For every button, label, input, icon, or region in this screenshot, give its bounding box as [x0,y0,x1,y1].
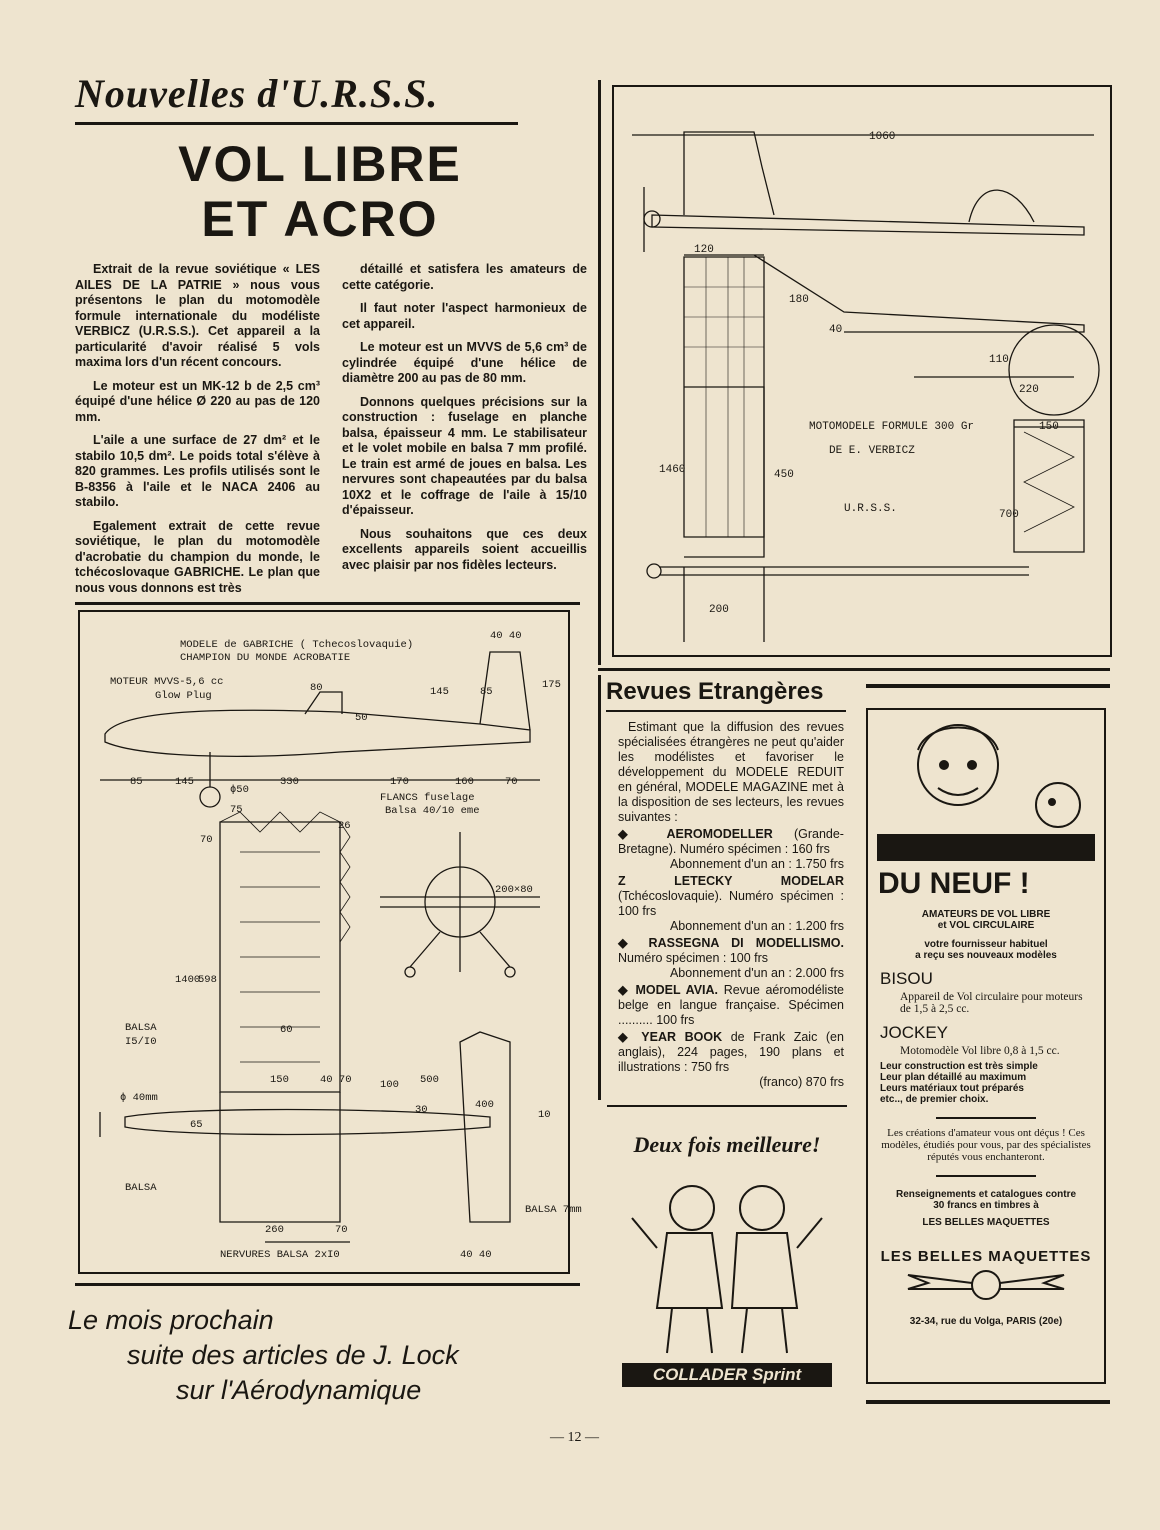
plan-gabriche [78,610,582,1274]
plan-rule-bottom [75,1283,580,1286]
product-2-line-4: etc.., de premier choix. [880,1094,989,1105]
verbicz-drawing [614,87,1110,655]
ad-rule-bottom [866,1400,1110,1404]
gabriche-title-1: MODELE de GABRICHE ( Tchecoslovaquie) [180,639,414,651]
stab-plan [1014,420,1084,552]
wings-logo-icon [868,1265,1104,1305]
dim-50: 50 [355,712,368,724]
ad-address: 32-34, rue du Volga, PARIS (20e) [909,1316,1063,1327]
dim-400: 400 [475,1099,494,1111]
product-2-line-1: Leur construction est très simple [880,1061,1038,1072]
article-column-2 [342,262,587,581]
motor-label-1: MOTEUR MVVS-5,6 cc [110,676,224,688]
cabin-side [969,190,1034,222]
ad-info-1: Renseignements et catalogues contre [895,1189,1077,1200]
flancs-label-2: Balsa 40/10 eme [385,805,480,817]
plan-rule-top [75,602,580,605]
dim-phi40: ϕ 40mm [120,1092,158,1104]
revue-desc: Revue aéromodéliste belge en langue française. Spécimen .......... 100 frs [618,983,844,1027]
gabriche-title-2: CHAMPION DU MONDE ACROBATIE [180,652,351,664]
gabriche-drawing [80,612,582,1272]
revue-bullet: ◆ [618,936,637,950]
dim-175: 175 [542,679,561,691]
fuselage-side [105,710,530,756]
dim-span: 1060 [869,131,896,143]
dim-100: 100 [380,1079,399,1091]
dim-70: 70 [505,776,518,788]
revue-desc: (Grande-Bretagne). Numéro spécimen : 160 frs [618,827,844,856]
article-paragraph: Le moteur est un MVVS de 5,6 cm³ de cylindrée équipé d'une hélice de diamètre 200 au pas de 80 mm. [342,340,587,385]
revue-desc: Numéro spécimen : 100 frs [618,951,769,965]
dim-70b: 70 [200,834,213,846]
revue-item [618,1030,844,1075]
tail-plan [684,257,764,537]
balsa-7mm-label: BALSA 7mm [525,1204,582,1216]
dim-598: 598 [198,974,217,986]
revues-title-rule [606,710,846,712]
balsa-bottom-label: BALSA [125,1182,157,1194]
revue-item [618,874,844,919]
dim-phi50: ϕ50 [230,784,249,796]
fuselage-side [652,215,1084,235]
revues-body [618,720,844,1090]
dim-500: 500 [420,1074,439,1086]
dim-180: 180 [789,294,809,306]
dim-4070: 40 70 [320,1074,352,1086]
ad-sub-4: a reçu ses nouveaux modèles [915,950,1057,961]
ad-sub-2: et VOL CIRCULAIRE [937,920,1035,931]
revue-bullet: ◆ [618,1030,633,1044]
collader-ad [612,1120,842,1410]
article-paragraph: Nous souhaitons que ces deux excellents appareils soient accueillis avec plaisir par nos fidèles lecteurs. [342,526,587,572]
article-paragraph: L'aile a une surface de 27 dm² et le stabilo 10,5 dm². Le poids total s'élève à 820 grammes. Les profils utilisés sont le B-8356 à l'aile et le NACA 2406 au stabilo. [75,433,320,509]
revue-bullet: Z [618,874,626,888]
dim-110: 110 [989,354,1009,366]
next-month-line-3: sur l'Aérodynamique [176,1375,422,1405]
dim-4040: 40 40 [490,630,522,642]
revues-rule-top [598,668,1110,671]
ad-rule-top [866,684,1110,688]
dim-150: 150 [270,1074,289,1086]
dim-330: 330 [280,776,299,788]
dim-4040b: 40 40 [460,1249,492,1261]
product-1-name: BISOU [880,969,933,988]
dim-65: 65 [190,1119,203,1131]
fin-side [684,132,774,215]
collader-rule [607,1105,847,1107]
plan-verbicz [612,85,1112,657]
fuselage-plan [125,1110,490,1135]
dim-1400: 1400 [175,974,201,986]
dim-75: 75 [230,804,243,816]
dim-170: 170 [390,776,409,788]
ad-info-2: 30 francs en timbres à [933,1200,1039,1211]
dim-80: 80 [310,682,323,694]
article-paragraph: détaillé et satisfera les amateurs de cette catégorie. [342,262,587,292]
revue-name: MODEL AVIA. [635,983,719,997]
dim-10: 10 [538,1109,551,1121]
collader-slogan: Deux fois meilleure! [633,1132,821,1157]
revue-bullet: ◆ [618,983,630,997]
dim-30: 30 [415,1104,428,1116]
dim-200: 200 [709,604,729,616]
product-2-line-3: Leurs matériaux tout préparés [880,1083,1024,1094]
revue-desc: de Frank Zaic (en anglais), 224 pages, 190 plans et illustrations : 750 frs [618,1030,844,1074]
collader-illustration [612,1158,842,1358]
headline-line-1: VOL LIBRE [178,136,462,192]
dim-1460: 1460 [659,464,686,476]
ad-sub-1: AMATEURS DE VOL LIBRE [921,909,1051,920]
ad-divider [936,1175,1036,1177]
next-month-line-2: suite des articles de J. Lock [127,1340,459,1370]
dim-700: 700 [999,509,1019,521]
dim-145b: 145 [175,776,194,788]
revue-bullet: ◆ [618,827,646,841]
ad-info-3: LES BELLES MAQUETTES [922,1217,1050,1228]
revue-subscription: Abonnement d'un an : 1.200 frs [669,919,844,933]
section-title: Nouvelles d'U.R.S.S. [75,71,439,116]
product-1-desc: Appareil de Vol circulaire pour moteurs de 1,5 à 2,5 cc. [900,991,1083,1015]
flancs-label-1: FLANCS fuselage [380,792,475,804]
motor-label-2: Glow Plug [155,690,212,702]
balsa-1510-label: I5/I0 [125,1036,157,1048]
article-paragraph: Il faut noter l'aspect harmonieux de cet appareil. [342,301,587,331]
dim-26: 26 [338,820,351,832]
article-paragraph: Extrait de la revue soviétique « LES AILES DE LA PATRIE » nous vous présentons le plan du motomodèle formule internationale du modéliste VERBICZ (U.R.S.S.). Cet appareil a la particularité d'avoir réalisé 5 vols maxima lors d'un récent concours. [75,262,320,369]
revue-desc: (Tchécoslovaquie). Numéro spécimen : 100 frs [618,889,844,918]
dim-220: 220 [1019,384,1039,396]
revue-subscription: (franco) 870 frs [759,1075,844,1089]
revues-title: Revues Etrangères [606,678,824,705]
dim-40: 40 [829,324,843,336]
dim-150: 150 [1039,421,1059,433]
revues-list [618,827,844,1090]
headline-line-2: ET ACRO [201,191,439,247]
column-divider [598,80,601,665]
revues-intro: Estimant que la diffusion des revues spécialisées étrangères ne peut qu'aider les modélistes et favoriser le développement du MODELE REDUIT en général, MODELE MAGAZINE met à la disposition de ses lecteurs, les revues suivantes : [618,720,844,824]
revue-item [618,827,844,857]
product-2-desc: Motomodèle Vol libre 0,8 à 1,5 cc. [900,1045,1060,1057]
revue-subscription: Abonnement d'un an : 1.750 frs [669,857,844,871]
revue-name: YEAR BOOK [641,1030,723,1044]
dim-450: 450 [774,469,794,481]
revue-item [618,936,844,966]
plan-caption-1: MOTOMODELE FORMULE 300 Gr [809,421,975,433]
balsa-label: BALSA [125,1022,157,1034]
dim-70c: 70 [335,1224,348,1236]
dim-85b: 85 [130,776,143,788]
title-rule [75,122,518,125]
boy-dog-illustration [868,710,1104,860]
nervures-label: NERVURES BALSA 2xI0 [220,1249,340,1261]
dim-260: 260 [265,1224,284,1236]
revue-item [618,983,844,1028]
article-paragraph: Donnons quelques précisions sur la construction : fuselage en planche balsa, épaisseur 4 mm. Le stabilisateur et le volet mobile en balsa 7 mm profilé. Le train est armé de joues en balsa. Les nervures sont chapeautées par du balsa 10X2 et le coffrage de l'aile à 15/10 d'épaisseur. [342,394,587,517]
collader-brand: COLLADER Sprint [622,1363,832,1387]
next-month-line-1: Le mois prochain [68,1305,274,1335]
article-paragraph: Le moteur est un MK-12 b de 2,5 cm³ équipé d'une hélice Ø 220 au pas de 120 mm. [75,378,320,424]
revue-name: RASSEGNA DI MODELLISMO. [648,936,844,950]
dim-200x80: 200×80 [495,884,533,896]
plan-caption-2: DE E. VERBICZ [829,445,915,457]
dim-145: 145 [430,686,449,698]
revue-subscription: Abonnement d'un an : 2.000 frs [669,966,844,980]
ad-sub-3: votre fournisseur habituel [924,939,1048,950]
product-2-line-2: Leur plan détaillé au maximum [880,1072,1027,1083]
dim-85: 85 [480,686,493,698]
article-paragraph: Egalement extrait de cette revue soviétique, le plan du motomodèle d'acrobatie du champion du monde, le tchécoslovaque GABRICHE. Le plan que nous vous donnons est très [75,518,320,595]
product-2-name: JOCKEY [880,1023,949,1042]
dim-120: 120 [694,244,714,256]
revues-divider [598,675,601,1100]
belles-maquettes-logo: LES BELLES MAQUETTES [880,1248,1092,1265]
dim-60: 60 [280,1024,293,1036]
dim-160: 160 [455,776,474,788]
ad-headline: DU NEUF ! [878,867,1030,900]
wheel-side [200,787,220,807]
ad-paragraph: Les créations d'amateur vous ont déçus ! Ces modèles, étudiés pour vous, par des spécialistes réputés vous enchanteront. [881,1127,1091,1163]
revue-name: AEROMODELLER [666,827,773,841]
prop-arc [1009,325,1099,415]
plan-caption-3: U.R.S.S. [844,503,897,515]
belles-maquettes-ad [866,708,1106,1384]
article-column-1 [75,262,320,604]
revue-name: LETECKY MODELAR [674,874,844,888]
page-number: — 12 — [550,1430,599,1445]
